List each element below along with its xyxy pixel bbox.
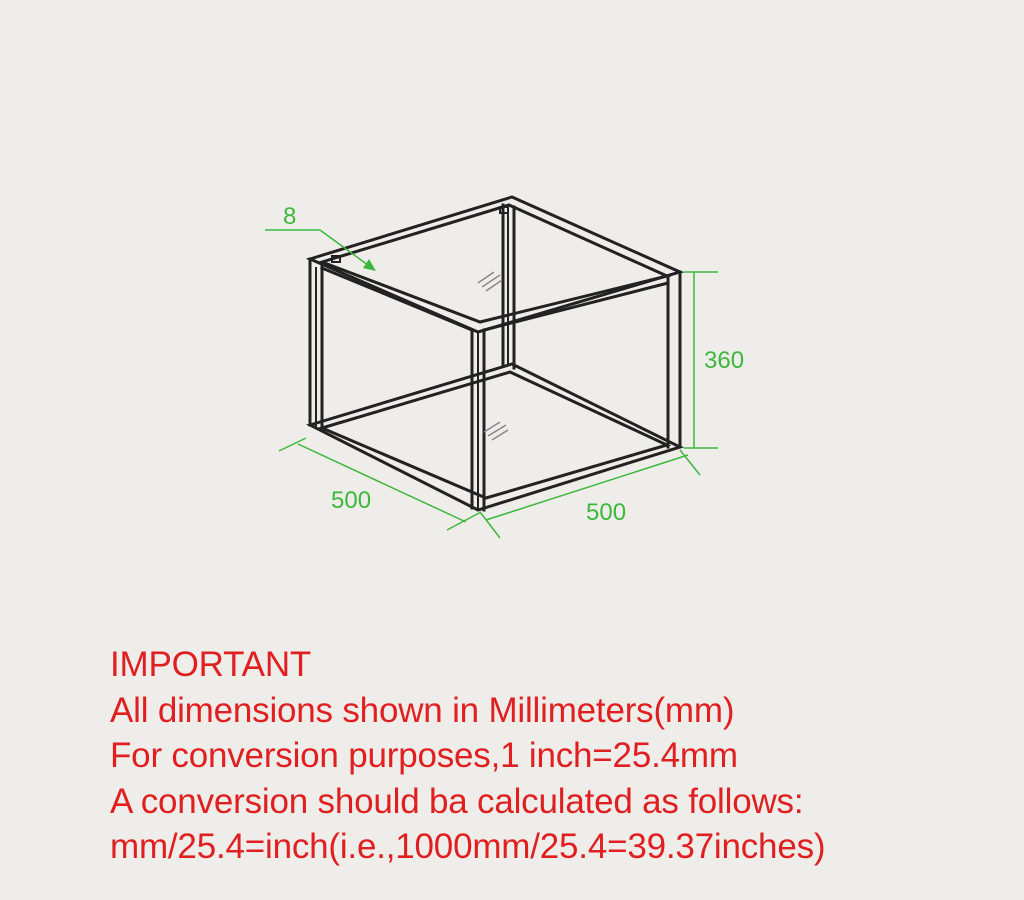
top-front-ledge	[322, 268, 668, 330]
tube-arrow-head	[363, 259, 376, 271]
important-notes	[110, 642, 1010, 870]
back-post	[503, 205, 514, 368]
metal-frame	[310, 197, 680, 510]
note-line-units: All dimensions shown in Millimeters(mm)	[110, 690, 735, 730]
depth-label: 500	[331, 487, 372, 514]
tube-size-label: 8	[283, 203, 297, 230]
width-label: 500	[586, 499, 627, 526]
front-left-post	[310, 259, 322, 428]
note-line-calculation: A conversion should ba calculated as follows:	[110, 781, 804, 821]
note-line-conversion: For conversion purposes,1 inch=25.4mm	[110, 736, 738, 775]
notes-heading: IMPORTANT	[110, 645, 312, 684]
note-line-example: mm/25.4=inch(i.e.,1000mm/25.4=39.37inches)	[110, 827, 826, 866]
height-label: 360	[704, 347, 745, 374]
front-corner-post	[472, 330, 484, 510]
right-post	[668, 272, 680, 447]
